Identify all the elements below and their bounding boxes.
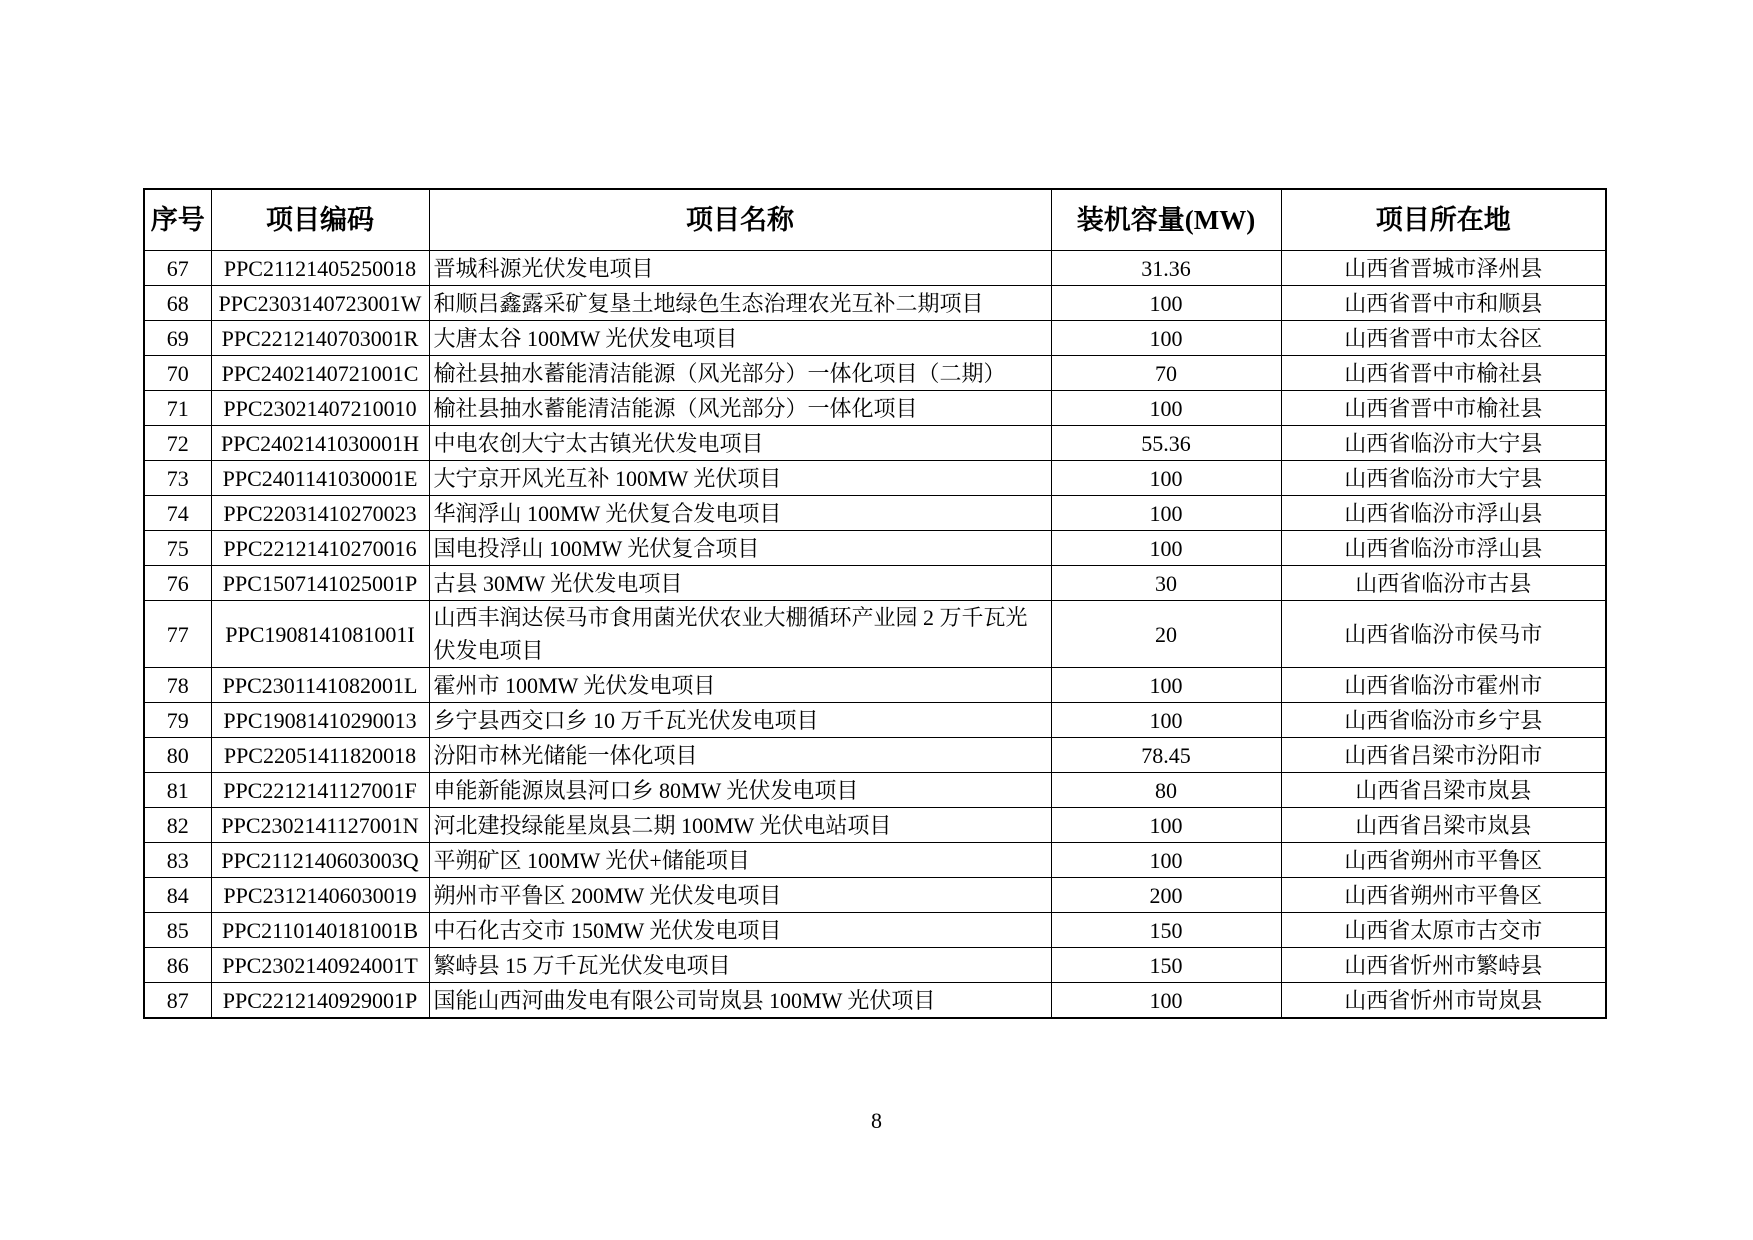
cell-code: PPC2402140721001C <box>211 356 429 391</box>
cell-index: 81 <box>144 773 211 808</box>
cell-code: PPC1507141025001P <box>211 566 429 601</box>
cell-code: PPC1908141081001I <box>211 601 429 668</box>
cell-location: 山西省临汾市古县 <box>1281 566 1606 601</box>
cell-index: 70 <box>144 356 211 391</box>
cell-code: PPC2112140603003Q <box>211 843 429 878</box>
table-row <box>144 566 1606 601</box>
table-row <box>144 531 1606 566</box>
cell-capacity: 100 <box>1051 391 1281 426</box>
cell-name: 繁峙县 15 万千瓦光伏发电项目 <box>429 948 1051 983</box>
cell-name: 平朔矿区 100MW 光伏+储能项目 <box>429 843 1051 878</box>
cell-name: 国能山西河曲发电有限公司岢岚县 100MW 光伏项目 <box>429 983 1051 1019</box>
cell-index: 77 <box>144 601 211 668</box>
cell-location: 山西省临汾市大宁县 <box>1281 461 1606 496</box>
cell-name: 申能新能源岚县河口乡 80MW 光伏发电项目 <box>429 773 1051 808</box>
cell-capacity: 78.45 <box>1051 738 1281 773</box>
table-row <box>144 496 1606 531</box>
cell-name: 朔州市平鲁区 200MW 光伏发电项目 <box>429 878 1051 913</box>
cell-capacity: 100 <box>1051 531 1281 566</box>
table-header <box>144 189 1606 251</box>
table-row <box>144 461 1606 496</box>
cell-index: 71 <box>144 391 211 426</box>
cell-code: PPC2212140703001R <box>211 321 429 356</box>
cell-location: 山西省吕梁市岚县 <box>1281 773 1606 808</box>
cell-index: 86 <box>144 948 211 983</box>
cell-code: PPC2302141127001N <box>211 808 429 843</box>
cell-name: 霍州市 100MW 光伏发电项目 <box>429 668 1051 703</box>
cell-capacity: 150 <box>1051 913 1281 948</box>
cell-capacity: 31.36 <box>1051 251 1281 286</box>
cell-name: 国电投浮山 100MW 光伏复合项目 <box>429 531 1051 566</box>
cell-name: 乡宁县西交口乡 10 万千瓦光伏发电项目 <box>429 703 1051 738</box>
table-row <box>144 251 1606 286</box>
column-header-index: 序号 <box>144 189 211 251</box>
cell-code: PPC22051411820018 <box>211 738 429 773</box>
cell-name: 山西丰润达侯马市食用菌光伏农业大棚循环产业园 2 万千瓦光伏发电项目 <box>429 601 1051 668</box>
cell-index: 87 <box>144 983 211 1019</box>
cell-capacity: 55.36 <box>1051 426 1281 461</box>
cell-code: PPC2401141030001E <box>211 461 429 496</box>
cell-capacity: 100 <box>1051 808 1281 843</box>
cell-index: 85 <box>144 913 211 948</box>
cell-index: 79 <box>144 703 211 738</box>
cell-code: PPC2402141030001H <box>211 426 429 461</box>
cell-capacity: 100 <box>1051 496 1281 531</box>
header-row <box>144 189 1606 251</box>
cell-code: PPC22031410270023 <box>211 496 429 531</box>
cell-capacity: 100 <box>1051 668 1281 703</box>
table-row <box>144 913 1606 948</box>
cell-location: 山西省晋中市榆社县 <box>1281 391 1606 426</box>
cell-code: PPC2301141082001L <box>211 668 429 703</box>
cell-code: PPC23021407210010 <box>211 391 429 426</box>
cell-capacity: 30 <box>1051 566 1281 601</box>
cell-location: 山西省朔州市平鲁区 <box>1281 878 1606 913</box>
project-table-body <box>144 251 1606 1019</box>
cell-capacity: 100 <box>1051 286 1281 321</box>
cell-name: 晋城科源光伏发电项目 <box>429 251 1051 286</box>
table-row <box>144 426 1606 461</box>
cell-location: 山西省吕梁市岚县 <box>1281 808 1606 843</box>
table-row <box>144 843 1606 878</box>
table-row <box>144 948 1606 983</box>
cell-index: 73 <box>144 461 211 496</box>
cell-index: 75 <box>144 531 211 566</box>
cell-location: 山西省临汾市霍州市 <box>1281 668 1606 703</box>
cell-index: 72 <box>144 426 211 461</box>
table-row <box>144 808 1606 843</box>
cell-name: 和顺吕鑫露采矿复垦土地绿色生态治理农光互补二期项目 <box>429 286 1051 321</box>
cell-code: PPC2212141127001F <box>211 773 429 808</box>
table-row <box>144 983 1606 1019</box>
column-header-location: 项目所在地 <box>1281 189 1606 251</box>
cell-name: 大唐太谷 100MW 光伏发电项目 <box>429 321 1051 356</box>
cell-name: 华润浮山 100MW 光伏复合发电项目 <box>429 496 1051 531</box>
cell-name: 榆社县抽水蓄能清洁能源（风光部分）一体化项目 <box>429 391 1051 426</box>
table-row <box>144 356 1606 391</box>
cell-code: PPC2302140924001T <box>211 948 429 983</box>
cell-location: 山西省临汾市乡宁县 <box>1281 703 1606 738</box>
table-row <box>144 321 1606 356</box>
cell-capacity: 20 <box>1051 601 1281 668</box>
cell-index: 80 <box>144 738 211 773</box>
cell-location: 山西省吕梁市汾阳市 <box>1281 738 1606 773</box>
cell-index: 68 <box>144 286 211 321</box>
cell-location: 山西省临汾市浮山县 <box>1281 531 1606 566</box>
cell-capacity: 100 <box>1051 843 1281 878</box>
cell-location: 山西省临汾市浮山县 <box>1281 496 1606 531</box>
cell-capacity: 200 <box>1051 878 1281 913</box>
table-row <box>144 601 1606 668</box>
project-table <box>143 188 1607 1019</box>
cell-code: PPC22121410270016 <box>211 531 429 566</box>
cell-location: 山西省临汾市大宁县 <box>1281 426 1606 461</box>
cell-location: 山西省朔州市平鲁区 <box>1281 843 1606 878</box>
cell-index: 78 <box>144 668 211 703</box>
cell-code: PPC21121405250018 <box>211 251 429 286</box>
cell-capacity: 100 <box>1051 461 1281 496</box>
cell-location: 山西省晋中市太谷区 <box>1281 321 1606 356</box>
table-row <box>144 773 1606 808</box>
cell-location: 山西省忻州市繁峙县 <box>1281 948 1606 983</box>
cell-name: 河北建投绿能星岚县二期 100MW 光伏电站项目 <box>429 808 1051 843</box>
cell-capacity: 100 <box>1051 321 1281 356</box>
cell-index: 83 <box>144 843 211 878</box>
column-header-code: 项目编码 <box>211 189 429 251</box>
cell-name: 中石化古交市 150MW 光伏发电项目 <box>429 913 1051 948</box>
table-row <box>144 878 1606 913</box>
cell-code: PPC19081410290013 <box>211 703 429 738</box>
cell-location: 山西省忻州市岢岚县 <box>1281 983 1606 1019</box>
cell-name: 大宁京开风光互补 100MW 光伏项目 <box>429 461 1051 496</box>
cell-index: 84 <box>144 878 211 913</box>
cell-capacity: 100 <box>1051 703 1281 738</box>
table-row <box>144 668 1606 703</box>
column-header-name: 项目名称 <box>429 189 1051 251</box>
cell-name: 中电农创大宁太古镇光伏发电项目 <box>429 426 1051 461</box>
cell-location: 山西省晋中市榆社县 <box>1281 356 1606 391</box>
cell-capacity: 80 <box>1051 773 1281 808</box>
cell-location: 山西省晋城市泽州县 <box>1281 251 1606 286</box>
cell-name: 汾阳市林光储能一体化项目 <box>429 738 1051 773</box>
cell-index: 82 <box>144 808 211 843</box>
cell-location: 山西省晋中市和顺县 <box>1281 286 1606 321</box>
table-row <box>144 391 1606 426</box>
table-row <box>144 738 1606 773</box>
column-header-capacity: 装机容量(MW) <box>1051 189 1281 251</box>
cell-name: 榆社县抽水蓄能清洁能源（风光部分）一体化项目（二期） <box>429 356 1051 391</box>
cell-code: PPC2110140181001B <box>211 913 429 948</box>
page-number: 8 <box>871 1108 882 1133</box>
cell-index: 69 <box>144 321 211 356</box>
cell-capacity: 70 <box>1051 356 1281 391</box>
cell-code: PPC2212140929001P <box>211 983 429 1019</box>
cell-name: 古县 30MW 光伏发电项目 <box>429 566 1051 601</box>
cell-index: 74 <box>144 496 211 531</box>
cell-location: 山西省临汾市侯马市 <box>1281 601 1606 668</box>
cell-index: 76 <box>144 566 211 601</box>
cell-code: PPC2303140723001W <box>211 286 429 321</box>
table-row <box>144 703 1606 738</box>
cell-capacity: 150 <box>1051 948 1281 983</box>
cell-code: PPC23121406030019 <box>211 878 429 913</box>
table-row <box>144 286 1606 321</box>
cell-capacity: 100 <box>1051 983 1281 1019</box>
cell-location: 山西省太原市古交市 <box>1281 913 1606 948</box>
cell-index: 67 <box>144 251 211 286</box>
